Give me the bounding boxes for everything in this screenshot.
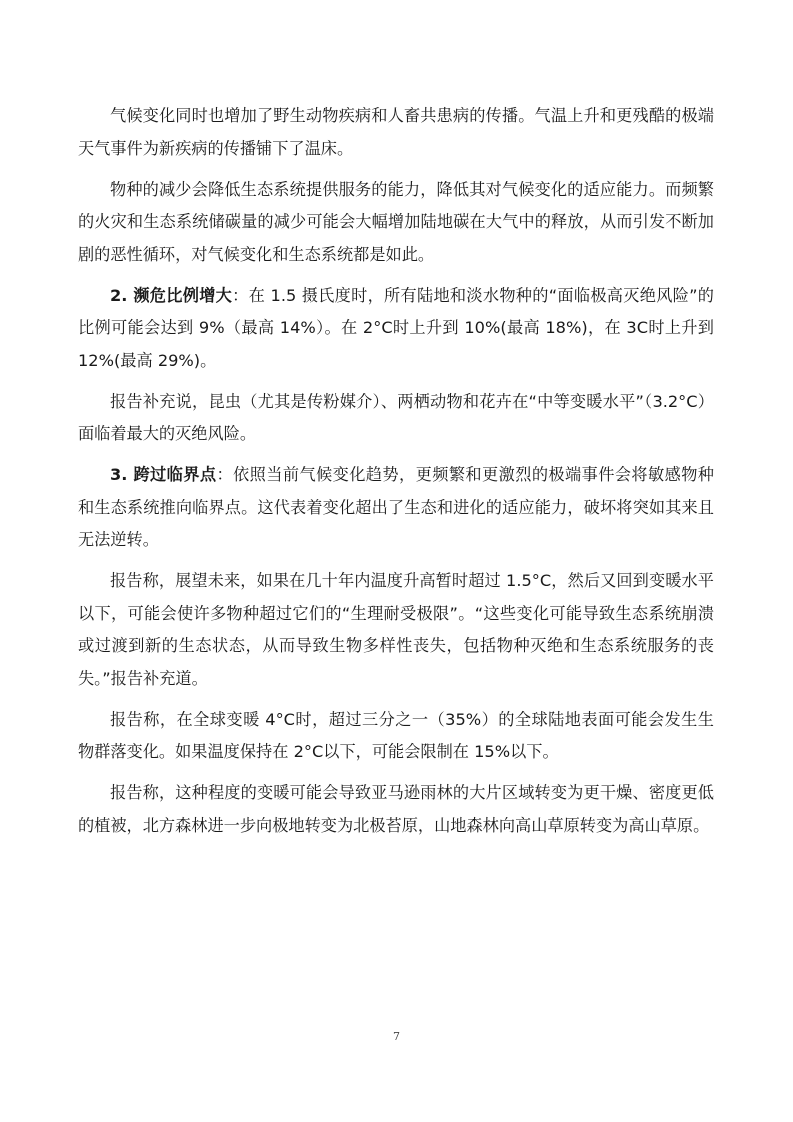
paragraph-overshoot <box>78 565 714 695</box>
paragraph-tipping-point <box>78 459 714 557</box>
document-body <box>78 100 714 851</box>
paragraph-text: ：在 1.5 摄氏度时，所有陆地和淡水物种的“面临极高灭绝风险”的比例可能会达到 9%（最高 14%）。在 2°C时上升到 10%(最高 18%)，在 3C时上升到 12%(最高 29%)。 <box>78 285 714 370</box>
paragraph-text: 物种的减少会降低生态系统提供服务的能力，降低其对气候变化的适应能力。而频繁的火灾和生态系统储碳量的减少可能会大幅增加陆地碳在大气中的释放，从而引发不断加剧的恶性循环，对气候变化和生态系统都是如此。 <box>78 179 714 264</box>
paragraph-disease-spread <box>78 100 714 165</box>
paragraph-text: ：依照当前气候变化趋势，更频繁和更激烈的极端事件会将敏感物种和生态系统推向临界点。这代表着变化超出了生态和进化的适应能力，破坏将突如其来且无法逆转。 <box>78 465 714 549</box>
paragraph-endangered-ratio <box>78 280 714 378</box>
paragraph-insects-amphibians <box>78 386 714 451</box>
paragraph-amazon-forest <box>78 777 714 842</box>
paragraph-heading: 2. 濒危比例增大 <box>110 285 233 305</box>
paragraph-text: 报告称，在全球变暖 4°C时，超过三分之一（35%）的全球陆地表面可能会发生生物群落变化。如果温度保持在 2°C以下，可能会限制在 15%以下。 <box>78 709 714 761</box>
paragraph-heading: 3. 跨过临界点 <box>110 465 217 484</box>
paragraph-text: 报告称，展望未来，如果在几十年内温度升高暂时超过 1.5°C，然后又回到变暖水平以下，可能会使许多物种超过它们的“生理耐受极限”。“这些变化可能导致生态系统崩溃或过渡到新的生态状态，从而导致生物多样性丧失，包括物种灭绝和生态系统服务的丧失。”报告补充道。 <box>78 571 714 688</box>
paragraph-species-loss <box>78 174 714 272</box>
paragraph-text: 报告称，这种程度的变暖可能会导致亚马逊雨林的大片区域转变为更干燥、密度更低的植被，北方森林进一步向极地转变为北极苔原，山地森林向高山草原转变为高山草原。 <box>78 783 714 835</box>
paragraph-text: 报告补充说，昆虫（尤其是传粉媒介）、两栖动物和花卉在“中等变暖水平”（3.2°C）面临着最大的灭绝风险。 <box>78 391 714 443</box>
paragraph-text: 气候变化同时也增加了野生动物疾病和人畜共患病的传播。气温上升和更残酷的极端天气事件为新疾病的传播铺下了温床。 <box>78 106 714 158</box>
page-number: 7 <box>393 1030 400 1043</box>
paragraph-biome-change <box>78 704 714 769</box>
